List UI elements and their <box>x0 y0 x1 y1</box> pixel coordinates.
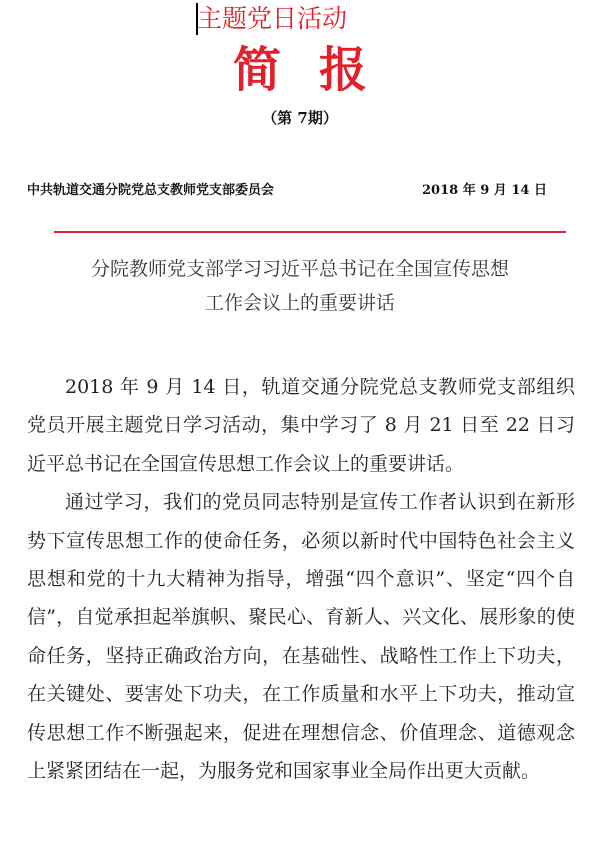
brief-title: 简报 <box>232 42 405 98</box>
red-divider <box>54 231 566 233</box>
article-body <box>27 368 575 790</box>
issue-number: （第 7期） <box>262 109 338 127</box>
article-title <box>60 252 540 320</box>
topic-heading: 主题党日活动 <box>197 4 348 33</box>
article-title-line-2: 工作会议上的重要讲话 <box>204 292 395 314</box>
organization-name: 中共轨道交通分院党总支教师党支部委员会 <box>27 183 275 198</box>
paragraph: 2018 年 9 月 14 日，轨道交通分院党总支教师党支部组织党员开展主题党日学习活动，集中学习了 8 月 21 日至 22 日习近平总书记在全国宣传思想工作会议上的重要讲话。 <box>27 376 575 475</box>
masthead-info <box>27 179 570 199</box>
paragraph: 通过学习，我们的党员同志特别是宣传工作者认识到在新形势下宣传思想工作的使命任务，必须以新时代中国特色社会主义思想和党的十九大精神为指导，增强“四个意识”、坚定“四个自信”，自觉承担起举旗帜、聚民心、育新人、兴文化、展形象的使命任务，坚持正确政治方向，在基础性、战略性工作上下功夫，在关键处、要害处下功夫，在工作质量和水平上下功夫，推动宣传思想工作不断强起来，促进在理想信念、价值理念、道德观念上紧紧团结在一起，为服务党和国家事业全局作出更大贡献。 <box>27 491 575 783</box>
article-title-line-1: 分院教师党支部学习习近平总书记在全国宣传思想 <box>90 258 509 280</box>
publish-date: 2018 年 9 月 14 日 <box>422 183 547 198</box>
